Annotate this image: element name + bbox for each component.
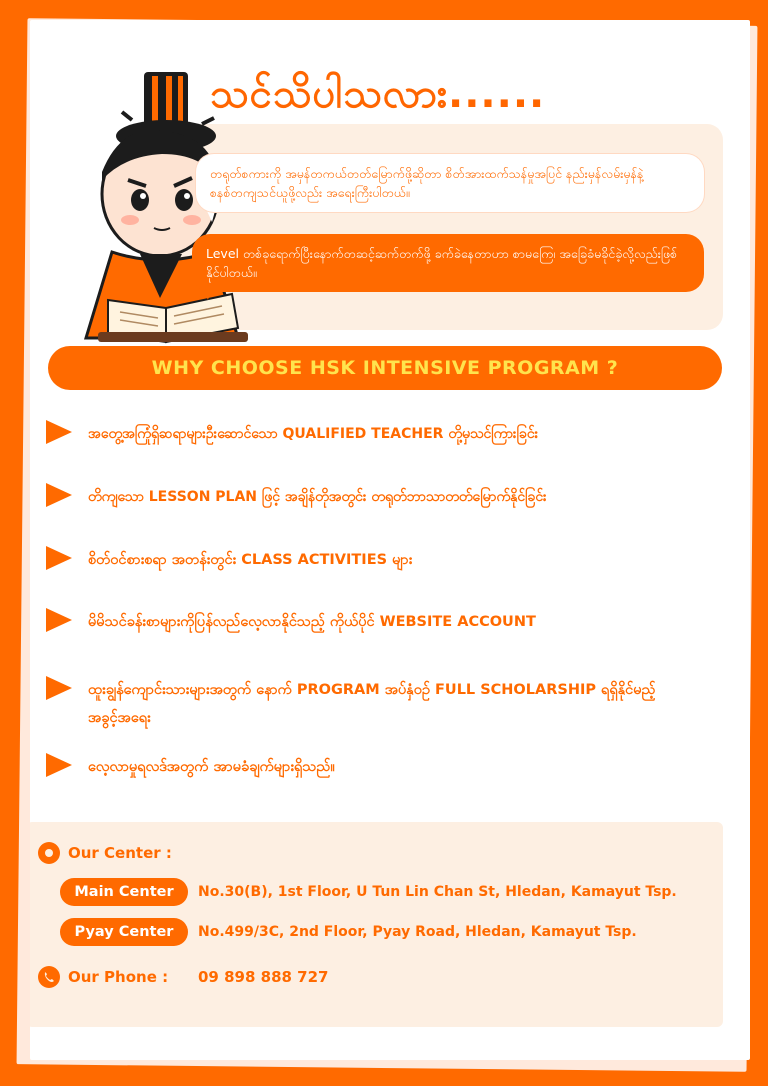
main-center-badge: Main Center xyxy=(60,878,188,906)
play-triangle-icon xyxy=(46,608,72,632)
feature-item xyxy=(46,676,726,732)
feature-item xyxy=(46,753,726,781)
pyay-center-badge: Pyay Center xyxy=(60,918,188,946)
feature-item xyxy=(46,420,726,448)
feature-item xyxy=(46,546,726,574)
play-triangle-icon xyxy=(46,483,72,507)
center-heading xyxy=(38,842,172,864)
feature-text: ထူးချွန်ကျောင်းသားများအတွက် နောက် PROGRAM အပ်နှံဝဥ် FULL SCHOLARSHIP ရရှိနိုင်မည့်အခွင့်အရေး xyxy=(88,682,656,726)
center-label: Our Center : xyxy=(68,844,172,862)
phone-label: Our Phone : xyxy=(68,968,169,986)
intro-bubble-1: တရုတ်စကားကို အမှန်တကယ်တတ်မြောက်ဖို့ဆိုတာ စိတ်အားထက်သန်မှုအပြင် နည်းမှန်လမ်းမှန်နဲ့ စနစ်တကျသင်ယူဖို့လည်း အရေးကြီးပါတယ်။ xyxy=(196,154,704,212)
phone-number[interactable]: 09 898 888 727 xyxy=(198,968,329,986)
feature-item xyxy=(46,608,726,636)
section-banner: WHY CHOOSE HSK INTENSIVE PROGRAM ? xyxy=(48,346,722,390)
play-triangle-icon xyxy=(46,753,72,777)
play-triangle-icon xyxy=(46,676,72,700)
feature-text: လေ့လာမှုရလဒ်အတွက် အာမခံချက်များရှိသည်။ xyxy=(88,759,335,775)
feature-item xyxy=(46,483,726,511)
feature-text: တိကျသော LESSON PLAN ဖြင့် အချိန်တိုအတွင်း တရုတ်ဘာသာတတ်မြောက်နိုင်ခြင်း xyxy=(88,489,547,505)
play-triangle-icon xyxy=(46,420,72,444)
phone-icon xyxy=(38,966,60,988)
poster xyxy=(30,20,750,1060)
feature-text: အတွေ့အကြုံရှိဆရာများဦးဆောင်သော QUALIFIED TEACHER တို့မှသင်ကြားခြင်း xyxy=(88,426,539,442)
feature-text: မိမိသင်ခန်းစာများကိုပြန်လည်လေ့လာနိုင်သည့် ကိုယ်ပိုင် WEBSITE ACCOUNT xyxy=(88,614,536,630)
pyay-center-address: No.499/3C, 2nd Floor, Pyay Road, Hledan, Kamayut Tsp. xyxy=(198,924,637,940)
feature-text: စိတ်ဝင်စားစရာ အတန်းတွင်း CLASS ACTIVITIES များ xyxy=(88,552,413,568)
page-title: သင်သိပါသလား...... xyxy=(210,71,546,117)
location-pin-icon xyxy=(38,842,60,864)
phone-heading xyxy=(38,966,168,988)
main-center-address: No.30(B), 1st Floor, U Tun Lin Chan St, Hledan, Kamayut Tsp. xyxy=(198,884,677,900)
intro-bubble-2: Level တစ်ခုရောက်ပြီးနောက်တဆင့်ဆက်တက်ဖို့ ခက်ခဲနေတာဟာ စာမကြေ၊ အခြေခံမခိုင်ခဲ့လို့လည်းဖြစ်နိုင်ပါတယ်။ xyxy=(192,234,704,292)
play-triangle-icon xyxy=(46,546,72,570)
